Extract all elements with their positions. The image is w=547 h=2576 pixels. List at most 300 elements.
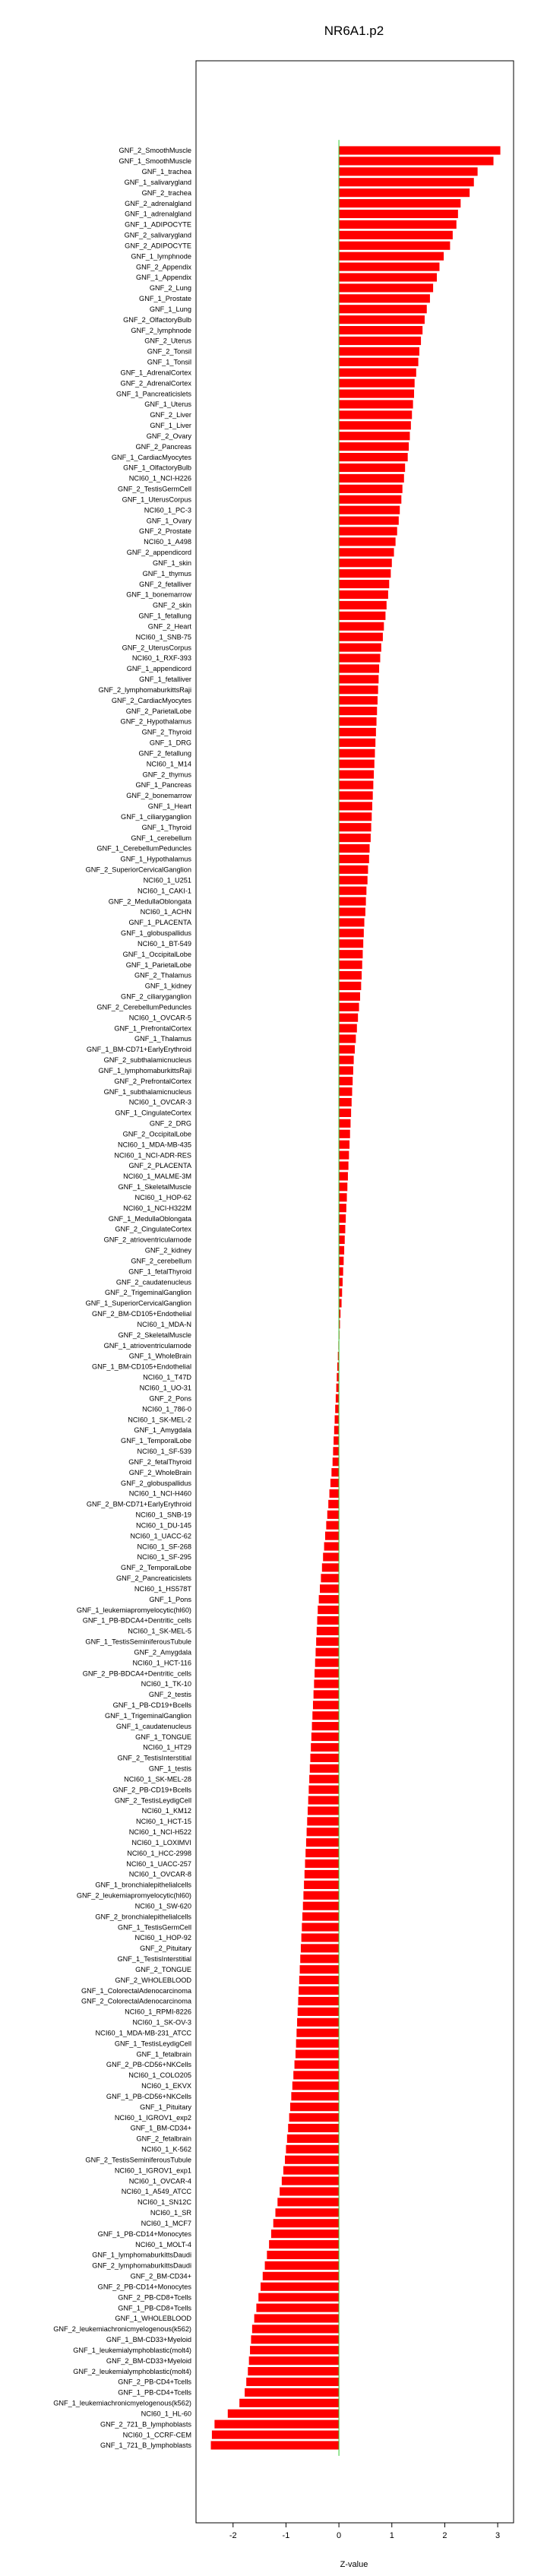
bar <box>300 1965 340 1973</box>
category-label: GNF_2_bronchialepithelialcells <box>95 1913 191 1921</box>
bar <box>325 1532 339 1540</box>
category-label: GNF_1_ADIPOCYTE <box>125 220 191 229</box>
category-label: GNF_1_Pancreaticislets <box>115 390 191 398</box>
category-label: NCI60_1_COLO205 <box>128 2071 191 2080</box>
category-label: GNF_2_Prostate <box>139 527 191 536</box>
bar <box>339 1034 356 1043</box>
category-label: GNF_2_TONGUE <box>135 1965 191 1973</box>
category-label: GNF_1_bonemarrow <box>126 590 191 599</box>
category-label: NCI60_1_SF-268 <box>137 1543 191 1551</box>
category-label: NCI60_1_MDA-MB-435 <box>117 1141 191 1149</box>
category-label: NCI60_1_UO-31 <box>139 1384 191 1392</box>
bar <box>305 1849 339 1857</box>
bar <box>339 569 390 578</box>
bar <box>304 1881 339 1889</box>
category-label: GNF_1_Uterus <box>144 400 191 409</box>
bar <box>339 294 430 302</box>
bar <box>314 1690 339 1698</box>
bar <box>307 1817 339 1825</box>
bar <box>308 1796 339 1804</box>
bar <box>286 2145 339 2154</box>
category-label: GNF_1_BM-CD71+EarlyErythroid <box>86 1046 191 1054</box>
bar <box>339 347 419 356</box>
bar <box>212 2431 339 2439</box>
category-label: NCI60_1_OVCAR-5 <box>128 1014 191 1022</box>
category-label: GNF_1_BM-CD34+ <box>130 2124 191 2132</box>
category-label: GNF_2_Thyroid <box>141 728 191 736</box>
category-labels <box>53 147 192 2449</box>
bar <box>339 633 383 641</box>
bar <box>339 771 374 779</box>
bar <box>335 1405 339 1413</box>
category-label: GNF_2_WHOLEBLOOD <box>115 1976 191 1984</box>
category-label: GNF_2_ciliaryganglion <box>121 992 191 1001</box>
bar <box>302 1913 339 1921</box>
category-label: GNF_2_fetalThyroid <box>128 1457 191 1466</box>
category-label: GNF_1_TestisLeydigCell <box>114 2040 191 2048</box>
bar <box>302 1933 339 1941</box>
bar <box>339 242 450 250</box>
category-label: GNF_2_ColorectalAdenocarcinoma <box>81 1997 191 2005</box>
category-label: GNF_1_PB-BDCA4+Dentritic_cells <box>82 1616 191 1625</box>
bar <box>323 1552 339 1561</box>
category-label: GNF_2_OlfactoryBulb <box>123 315 191 324</box>
category-label: NCI60_1_EKVX <box>141 2082 191 2090</box>
category-label: GNF_1_WHOLEBLOOD <box>115 2315 191 2323</box>
category-label: NCI60_1_NCI-ADR-RES <box>114 1151 191 1160</box>
category-label: GNF_1_WholeBrain <box>128 1352 191 1360</box>
bar <box>339 305 427 313</box>
bar <box>339 1182 347 1191</box>
category-label: NCI60_1_SF-295 <box>137 1553 191 1562</box>
bar <box>339 1130 350 1138</box>
category-label: NCI60_1_SK-MEL-2 <box>128 1416 191 1424</box>
category-label: NCI60_1_U251 <box>143 876 191 885</box>
category-label: GNF_2_DRG <box>149 1119 191 1128</box>
category-label: GNF_2_Uterus <box>144 337 191 345</box>
category-label: GNF_1_lymphnode <box>131 252 191 261</box>
category-label: GNF_2_Lung <box>149 284 191 293</box>
category-label: GNF_1_AdrenalCortex <box>120 369 191 377</box>
category-label: GNF_1_bronchialepithelialcells <box>95 1881 191 1889</box>
category-label: GNF_1_MedullaOblongata <box>108 1214 191 1223</box>
category-label: GNF_2_CerebellumPeduncles <box>96 1003 191 1011</box>
bar <box>334 1436 339 1445</box>
bar <box>339 992 360 1001</box>
bar <box>310 1764 339 1773</box>
category-label: GNF_2_Thalamus <box>134 971 191 979</box>
bar <box>299 1976 339 1984</box>
bar <box>339 1119 350 1128</box>
category-label: NCI60_1_SNB-75 <box>135 633 191 641</box>
category-label: GNF_1_UterusCorpus <box>122 495 191 504</box>
bar <box>339 1288 342 1296</box>
category-label: GNF_2_BM-CD71+EarlyErythroid <box>86 1500 191 1508</box>
category-label: NCI60_1_MDA-N <box>137 1320 191 1328</box>
category-label: GNF_2_bonemarrow <box>126 792 191 800</box>
category-label: NCI60_1_SW-620 <box>134 1902 191 1910</box>
category-label: NCI60_1_OVCAR-3 <box>128 1098 191 1106</box>
bar <box>315 1669 339 1677</box>
bar <box>339 559 392 567</box>
bar <box>339 453 408 461</box>
bar <box>339 1066 353 1074</box>
bar <box>339 231 453 239</box>
category-label: NCI60_1_SK-OV-3 <box>132 2018 191 2027</box>
category-label: NCI60_1_HL-60 <box>141 2410 191 2418</box>
bar <box>250 2346 339 2354</box>
category-label: GNF_1_PB-CD4+Tcells <box>118 2388 191 2397</box>
bar <box>339 653 380 662</box>
category-label: GNF_1_fetalThyroid <box>128 1267 191 1276</box>
category-label: NCI60_1_TK-10 <box>141 1680 191 1688</box>
category-label: GNF_2_BM-CD33+Myeloid <box>106 2356 191 2365</box>
bar <box>339 358 418 366</box>
category-label: GNF_2_lymphomaburkittsRaji <box>98 685 191 694</box>
bar <box>339 1299 341 1307</box>
category-label: GNF_2_PB-BDCA4+Dentritic_cells <box>82 1669 191 1678</box>
x-axis <box>229 2523 500 2540</box>
bar <box>315 1648 339 1657</box>
bar <box>339 485 403 493</box>
bar <box>311 1743 339 1752</box>
category-label: GNF_1_appendicord <box>126 665 191 673</box>
category-label: NCI60_1_KM12 <box>141 1807 191 1815</box>
bar <box>339 918 364 926</box>
category-label: NCI60_1_OVCAR-8 <box>128 1870 191 1878</box>
category-label: NCI60_1_HOP-92 <box>134 1934 191 1942</box>
category-label: GNF_1_Pituitary <box>140 2103 191 2111</box>
bar <box>339 157 493 165</box>
bar <box>339 644 381 652</box>
category-label: GNF_1_Amygdala <box>134 1426 191 1435</box>
bar <box>339 791 373 799</box>
category-label: GNF_2_PB-CD8+Tcells <box>118 2293 191 2302</box>
category-label: GNF_2_TestisInterstitial <box>117 1754 191 1762</box>
bar <box>282 2177 339 2185</box>
category-label: GNF_1_skin <box>152 559 191 567</box>
category-label: GNF_1_Tonsil <box>147 358 191 366</box>
bar <box>267 2251 339 2259</box>
category-label: GNF_2_Pancreaticislets <box>115 1574 191 1582</box>
x-axis-label: Z-value <box>340 2560 368 2569</box>
bar <box>317 1627 339 1635</box>
category-label: NCI60_1_IGROV1_exp2 <box>114 2113 191 2122</box>
bar <box>301 1944 339 1952</box>
bar <box>339 326 422 334</box>
bar <box>339 527 397 535</box>
category-label: GNF_1_DRG <box>149 739 191 747</box>
bar <box>339 283 433 292</box>
bar <box>303 1902 339 1910</box>
bar <box>339 495 401 504</box>
bar <box>308 1786 339 1794</box>
category-label: GNF_1_TONGUE <box>135 1733 191 1741</box>
category-label: GNF_1_Liver <box>150 422 191 430</box>
category-label: NCI60_1_UACC-62 <box>130 1532 191 1540</box>
bar <box>307 1828 340 1836</box>
bar <box>339 442 409 451</box>
category-label: GNF_1_lymphomaburkittsRaji <box>98 1066 191 1074</box>
category-label: GNF_1_adrenalgland <box>125 210 191 218</box>
bar <box>339 802 372 810</box>
bar <box>315 1659 339 1667</box>
category-label: GNF_1_thymus <box>142 569 191 578</box>
bar <box>288 2124 339 2132</box>
bar <box>339 548 394 556</box>
category-label: GNF_2_TrigeminalGanglion <box>104 1289 191 1297</box>
category-label: GNF_1_BM-CD33+Myeloid <box>106 2336 191 2344</box>
category-label: GNF_1_PLACENTA <box>128 919 191 927</box>
x-tick-label: -2 <box>229 2531 237 2540</box>
bar <box>339 1109 351 1117</box>
bar <box>339 1246 344 1255</box>
bar <box>339 939 363 948</box>
bar <box>339 188 470 197</box>
category-label: GNF_2_Appendix <box>135 263 191 271</box>
category-label: GNF_2_cerebellum <box>131 1257 191 1265</box>
bar <box>339 421 411 429</box>
bar <box>339 273 437 281</box>
category-label: GNF_1_TemporalLobe <box>121 1437 191 1445</box>
bar <box>339 537 396 546</box>
bar <box>339 390 414 398</box>
bar <box>339 464 405 472</box>
category-label: GNF_2_atrioventricularnode <box>103 1236 191 1244</box>
category-label: NCI60_1_MOLT-4 <box>135 2240 191 2248</box>
category-label: GNF_2_PB-CD56+NKCells <box>106 2061 191 2069</box>
category-label: GNF_2_fetallung <box>138 749 191 758</box>
bar <box>296 2029 339 2037</box>
category-label: GNF_1_SuperiorCervicalGanglion <box>85 1299 191 1308</box>
bar <box>339 855 369 863</box>
category-label: GNF_2_Pituitary <box>140 1945 191 1953</box>
bar <box>339 622 384 631</box>
category-label: GNF_2_SmoothMuscle <box>119 147 191 155</box>
bar <box>314 1679 339 1688</box>
bar <box>292 2081 339 2090</box>
category-label: GNF_2_appendicord <box>126 549 191 557</box>
bar <box>287 2135 339 2143</box>
category-label: GNF_2_kidney <box>144 1246 191 1255</box>
bar <box>214 2420 339 2429</box>
category-label: GNF_2_Amygdala <box>134 1648 191 1657</box>
bar <box>339 315 425 324</box>
category-label: NCI60_1_MALME-3M <box>123 1172 191 1181</box>
category-label: GNF_2_Ovary <box>146 432 191 440</box>
category-label: GNF_2_Tonsil <box>147 347 191 356</box>
x-tick-label: 1 <box>389 2531 394 2540</box>
category-label: GNF_1_trachea <box>141 168 191 176</box>
bar <box>339 167 478 176</box>
bar <box>339 664 379 672</box>
bar <box>320 1584 339 1593</box>
bar <box>339 1225 345 1233</box>
bar <box>245 2388 339 2397</box>
bar <box>310 1754 339 1762</box>
bar <box>324 1542 340 1550</box>
plot-frame <box>196 61 514 2523</box>
category-label: NCI60_1_MCF7 <box>141 2219 191 2227</box>
x-tick-label: 3 <box>495 2531 501 2540</box>
bar <box>339 749 375 758</box>
bar <box>316 1638 339 1646</box>
bar <box>305 1870 339 1878</box>
category-label: NCI60_1_K-562 <box>141 2145 191 2154</box>
category-label: GNF_2_fetalbrain <box>136 2135 191 2143</box>
category-label: NCI60_1_OVCAR-4 <box>128 2177 191 2185</box>
category-label: GNF_1_cerebellum <box>131 834 191 842</box>
category-label: GNF_2_globuspallidus <box>121 1479 191 1487</box>
category-label: GNF_2_PB-CD19+Bcells <box>112 1786 191 1794</box>
bar <box>311 1733 339 1741</box>
category-label: GNF_1_OccipitalLobe <box>122 950 191 958</box>
bar <box>339 178 474 186</box>
category-label: GNF_2_721_B_lymphoblasts <box>100 2420 191 2429</box>
bar <box>337 1384 339 1392</box>
category-label: GNF_1_CardiacMyocytes <box>111 453 191 461</box>
bar <box>339 1172 348 1180</box>
category-label: GNF_2_TestisLeydigCell <box>114 1796 191 1805</box>
bar <box>339 971 362 979</box>
category-label: GNF_1_leukemiapromyelocytic(hl60) <box>76 1606 191 1614</box>
bar <box>248 2367 339 2375</box>
bar <box>252 2324 339 2333</box>
bar <box>339 1077 353 1085</box>
x-tick-label: 0 <box>337 2531 342 2540</box>
category-label: GNF_1_ColorectalAdenocarcinoma <box>81 1986 191 1995</box>
category-label: GNF_1_kidney <box>144 982 191 990</box>
bar <box>339 866 368 874</box>
bar <box>339 1024 357 1033</box>
bar <box>339 1236 345 1244</box>
category-label: NCI60_1_NCI-H226 <box>128 474 191 483</box>
bar <box>319 1595 339 1603</box>
bar <box>318 1606 339 1614</box>
category-label: GNF_1_TestisInterstitial <box>117 1955 191 1964</box>
category-label: GNF_1_ciliaryganglion <box>121 812 191 821</box>
category-label: NCI60_1_DU-145 <box>135 1521 191 1530</box>
bar <box>339 1045 355 1053</box>
bar <box>339 252 444 261</box>
bar <box>339 929 364 937</box>
bar <box>334 1426 339 1434</box>
bar <box>339 146 500 154</box>
category-label: GNF_2_thymus <box>142 771 191 779</box>
bar <box>339 876 368 885</box>
category-label: GNF_1_leukemiachronicmyelogenous(k562) <box>53 2399 191 2407</box>
bar <box>339 337 421 345</box>
category-label: GNF_1_ParietalLobe <box>125 960 191 969</box>
bar <box>339 1257 343 1265</box>
bar <box>339 844 369 853</box>
bar <box>285 2156 339 2164</box>
category-label: NCI60_1_NCI-H522 <box>128 1828 191 1837</box>
category-label: GNF_1_PrefrontalCortex <box>114 1024 191 1033</box>
category-label: GNF_1_Prostate <box>139 295 191 303</box>
bar <box>339 1161 349 1169</box>
category-label: GNF_2_PrefrontalCortex <box>114 1077 191 1085</box>
category-label: GNF_1_Hypothalamus <box>120 855 191 863</box>
category-label: GNF_2_leukemialymphoblastic(molt4) <box>73 2367 191 2375</box>
category-label: GNF_1_Lung <box>149 305 191 313</box>
category-label: GNF_2_Pons <box>149 1394 191 1403</box>
bar <box>339 907 365 916</box>
category-label: GNF_1_testis <box>148 1764 191 1773</box>
category-label: GNF_2_CardiacMyocytes <box>111 696 191 704</box>
category-label: NCI60_1_SF-539 <box>137 1448 191 1455</box>
category-label: GNF_2_TemporalLobe <box>121 1564 191 1572</box>
bar <box>333 1457 339 1466</box>
bars-layer <box>211 140 501 2456</box>
bar <box>300 1954 339 1963</box>
category-label: GNF_1_lymphomaburkittsDaudi <box>92 2251 191 2259</box>
category-label: GNF_2_WholeBrain <box>128 1468 191 1476</box>
bar <box>255 2314 339 2322</box>
category-label: NCI60_1_HOP-62 <box>134 1193 191 1201</box>
bar <box>339 887 366 895</box>
bar <box>283 2166 339 2175</box>
category-label: NCI60_1_NCI-H322M <box>123 1204 191 1212</box>
category-label: GNF_1_salivarygland <box>124 178 191 186</box>
bar <box>339 410 412 419</box>
category-label: NCI60_1_786-0 <box>142 1405 191 1413</box>
category-label: GNF_2_fetalliver <box>139 580 191 588</box>
bar <box>339 717 376 726</box>
bar <box>263 2272 339 2280</box>
bar <box>339 780 373 789</box>
category-label: NCI60_1_LOXIMVI <box>131 1838 191 1847</box>
bar <box>321 1574 339 1582</box>
bar <box>296 2040 339 2048</box>
bar <box>303 1891 339 1900</box>
bar <box>339 263 439 271</box>
bar <box>289 2113 339 2122</box>
bar <box>269 2240 339 2248</box>
category-label: GNF_2_testis <box>148 1691 191 1699</box>
category-label: NCI60_1_UACC-257 <box>126 1859 191 1868</box>
category-label: NCI60_1_CCRF-CEM <box>122 2431 191 2439</box>
category-label: GNF_2_TestisGermCell <box>117 485 191 493</box>
category-label: GNF_1_Thyroid <box>141 823 191 831</box>
category-label: GNF_1_TestisGermCell <box>117 1923 191 1932</box>
bar <box>302 1923 339 1932</box>
category-label: NCI60_1_A549_ATCC <box>121 2188 191 2196</box>
category-label: NCI60_1_NCI-H460 <box>128 1489 191 1498</box>
bar <box>309 1775 339 1783</box>
category-label: GNF_1_subthalamicnucleus <box>103 1087 191 1096</box>
category-label: GNF_2_SkeletalMuscle <box>118 1331 191 1339</box>
bar <box>339 1193 346 1201</box>
bar <box>339 400 413 408</box>
x-tick-label: 2 <box>442 2531 447 2540</box>
bar <box>339 1098 352 1106</box>
category-label: GNF_2_BM-CD105+Endothelial <box>92 1310 191 1318</box>
category-label: GNF_1_SmoothMuscle <box>119 157 191 166</box>
category-label: GNF_2_lymphnode <box>131 326 191 334</box>
bar <box>336 1394 339 1403</box>
category-label: GNF_1_Pancreas <box>135 781 191 790</box>
bar <box>339 1141 349 1149</box>
category-label: GNF_1_fetallung <box>138 612 191 620</box>
category-label: GNF_2_leukemiachronicmyelogenous(k562) <box>53 2325 191 2334</box>
category-label: GNF_1_leukemialymphoblastic(molt4) <box>73 2346 191 2354</box>
bar <box>339 590 388 599</box>
category-label: GNF_2_leukemiapromyelocytic(hl60) <box>76 1891 191 1900</box>
category-label: GNF_2_Hypothalamus <box>120 717 191 726</box>
category-label: GNF_1_TestisSeminiferousTubule <box>85 1638 191 1646</box>
category-label: GNF_2_PLACENTA <box>128 1162 191 1170</box>
